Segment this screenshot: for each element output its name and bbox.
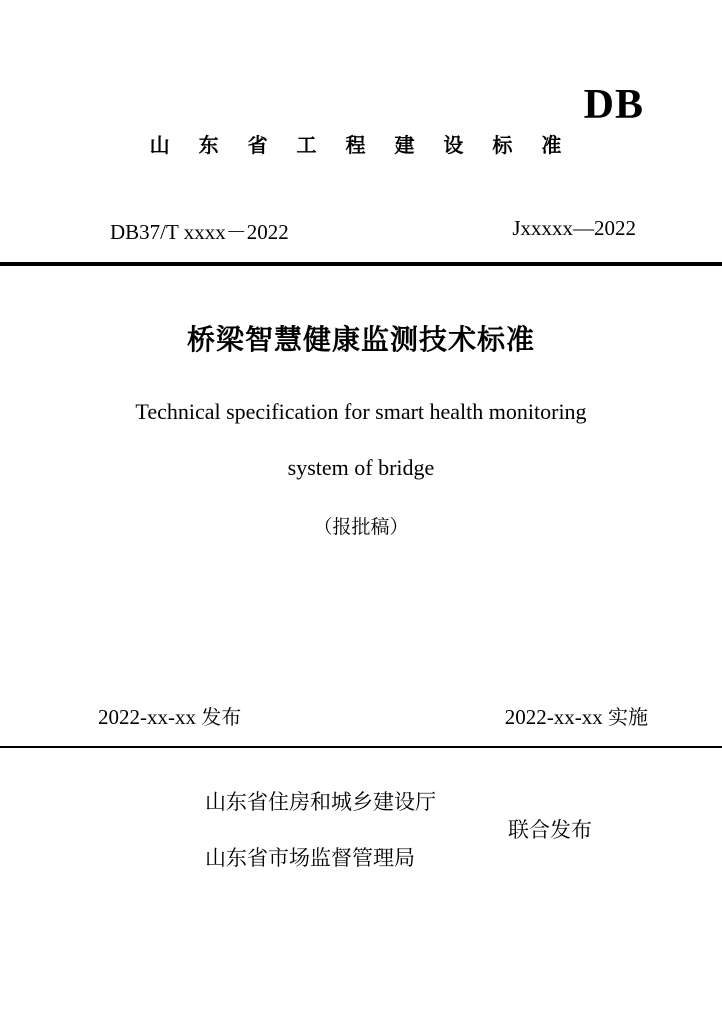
standard-category: 山 东 省 工 程 建 设 标 准 (149, 133, 573, 157)
document-title-english-line2: system of bridge (287, 455, 435, 480)
issuer-housing-department: 山东省住房和城乡建设厅 (205, 790, 436, 814)
joint-release-label: 联合发布 (508, 818, 592, 842)
document-title-chinese: 桥梁智慧健康监测技术标准 (186, 323, 535, 356)
publish-date-line (98, 701, 241, 730)
document-title-english-line1: Technical specification for smart health monitoring (135, 399, 587, 424)
publish-label: 发布 (201, 705, 242, 729)
standard-code: DB37/T xxxx－2022 (110, 220, 289, 244)
implement-date-line (505, 701, 648, 730)
draft-status: （报批稿） (313, 516, 409, 538)
record-code: Jxxxxx—2022 (512, 216, 636, 240)
header-divider (0, 262, 722, 266)
db-mark: DB (583, 82, 644, 128)
issuer-market-regulation: 山东省市场监督管理局 (205, 846, 415, 870)
implement-label: 实施 (608, 705, 648, 729)
implement-date: 2022-xx-xx (504, 705, 603, 729)
footer-divider (0, 746, 722, 748)
publish-date: 2022-xx-xx (98, 705, 196, 729)
